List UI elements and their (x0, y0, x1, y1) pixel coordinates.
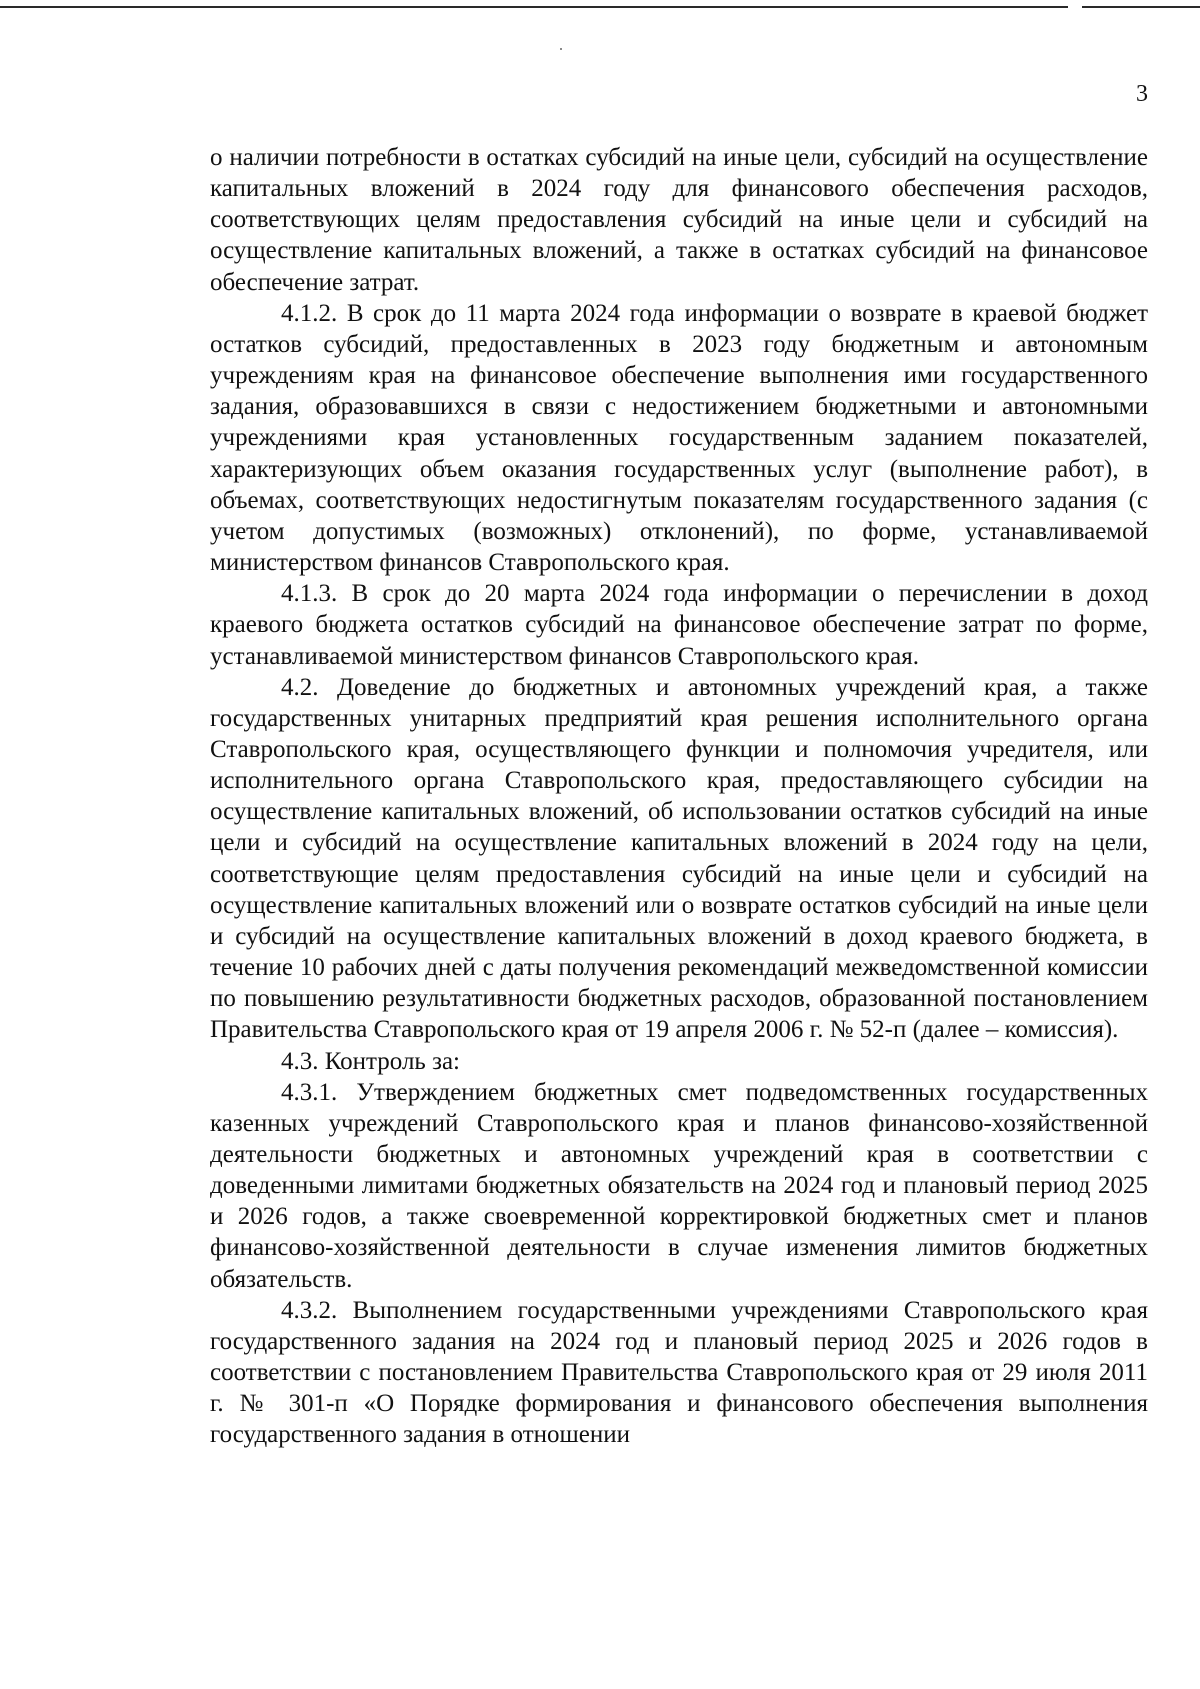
paragraph-4-3: 4.3. Контроль за: (281, 1047, 461, 1075)
page-number: 3 (1136, 81, 1148, 107)
paragraph-4-1-3: 4.1.3. В срок до 20 марта 2024 года информации о перечислении в доход краевого бюджета остатков субсидий на финансовое обеспечение затрат по форме, устанавливаемой министерством финансов Ставропольского края. (210, 580, 1148, 670)
scan-speck (560, 48, 562, 50)
paragraph-4-1-2: 4.1.2. В срок до 11 марта 2024 года информации о возврате в краевой бюджет остатков субсидий, предоставленных в 2023 году бюджетным и автономным учреждениям края на финансовое обеспечение выполнения ими государственного задания, образовавшихся в связи с недостижением бюджетными и автономными учреждениями края установленных государственным заданием показателей, характеризующих объем оказания государственных услуг (выполнение работ), в объемах, соответствующих недостигнутым показателям государственного задания (с учетом допустимых (возможных) отклонений), по форме, устанавливаемой министерством финансов Ставропольского края. (210, 299, 1148, 577)
top-rule-gap (1068, 4, 1082, 10)
top-rule (0, 6, 1200, 8)
paragraph-4-2: 4.2. Доведение до бюджетных и автономных учреждений края, а также государственных унитарных предприятий края решения исполнительного органа Ставропольского края, осуществляющего функции и полномочия учредителя, или исполнительного органа Ставропольского края, предоставляющего субсидии на осуществление капитальных вложений, об использовании остатков субсидий на иные цели и субсидий на осуществление капитальных вложений в 2024 году на цели, соответствующие целям предоставления субсидий на иные цели и субсидий на осуществление капитальных вложений или о возврате остатков субсидий на иные цели и субсидий на осуществление капитальных вложений в доход краевого бюджета, в течение 10 рабочих дней с даты получения рекомендаций межведомственной комиссии по повышению результативности бюджетных расходов, образованной постановлением Правительства Ставропольского края от 19 апреля 2006 г. № 52-п (далее – комиссия). (210, 673, 1148, 1044)
paragraph-continuation: о наличии потребности в остатках субсидий на иные цели, субсидий на осуществление капитальных вложений в 2024 году для финансового обеспечения расходов, соответствующих целям предоставления субсидий на иные цели и субсидий на осуществление капитальных вложений, а также в остатках субсидий на финансовое обеспечение затрат. (210, 144, 1148, 296)
paragraph-4-3-2: 4.3.2. Выполнением государственными учреждениями Ставропольского края государственного задания на 2024 год и плановый период 2025 и 2026 годов в соответствии с постановлением Правительства Ставропольского края от 29 июля 2011 г. № 301-п «О Порядке формирования и финансового обеспечения выполнения государственного задания в отношении (210, 1296, 1148, 1449)
paragraph-4-3-1: 4.3.1. Утверждением бюджетных смет подведомственных государственных казенных учреждений Ставропольского края и планов финансово-хозяйственной деятельности бюджетных и автономных учреждений края в соответствии с доведенными лимитами бюджетных обязательств на 2024 год и плановый период 2025 и 2026 годов, а также своевременной корректировкой бюджетных смет и планов финансово-хозяйственной деятельности в случае изменения лимитов бюджетных обязательств. (210, 1078, 1148, 1293)
document-body (210, 142, 1148, 1451)
